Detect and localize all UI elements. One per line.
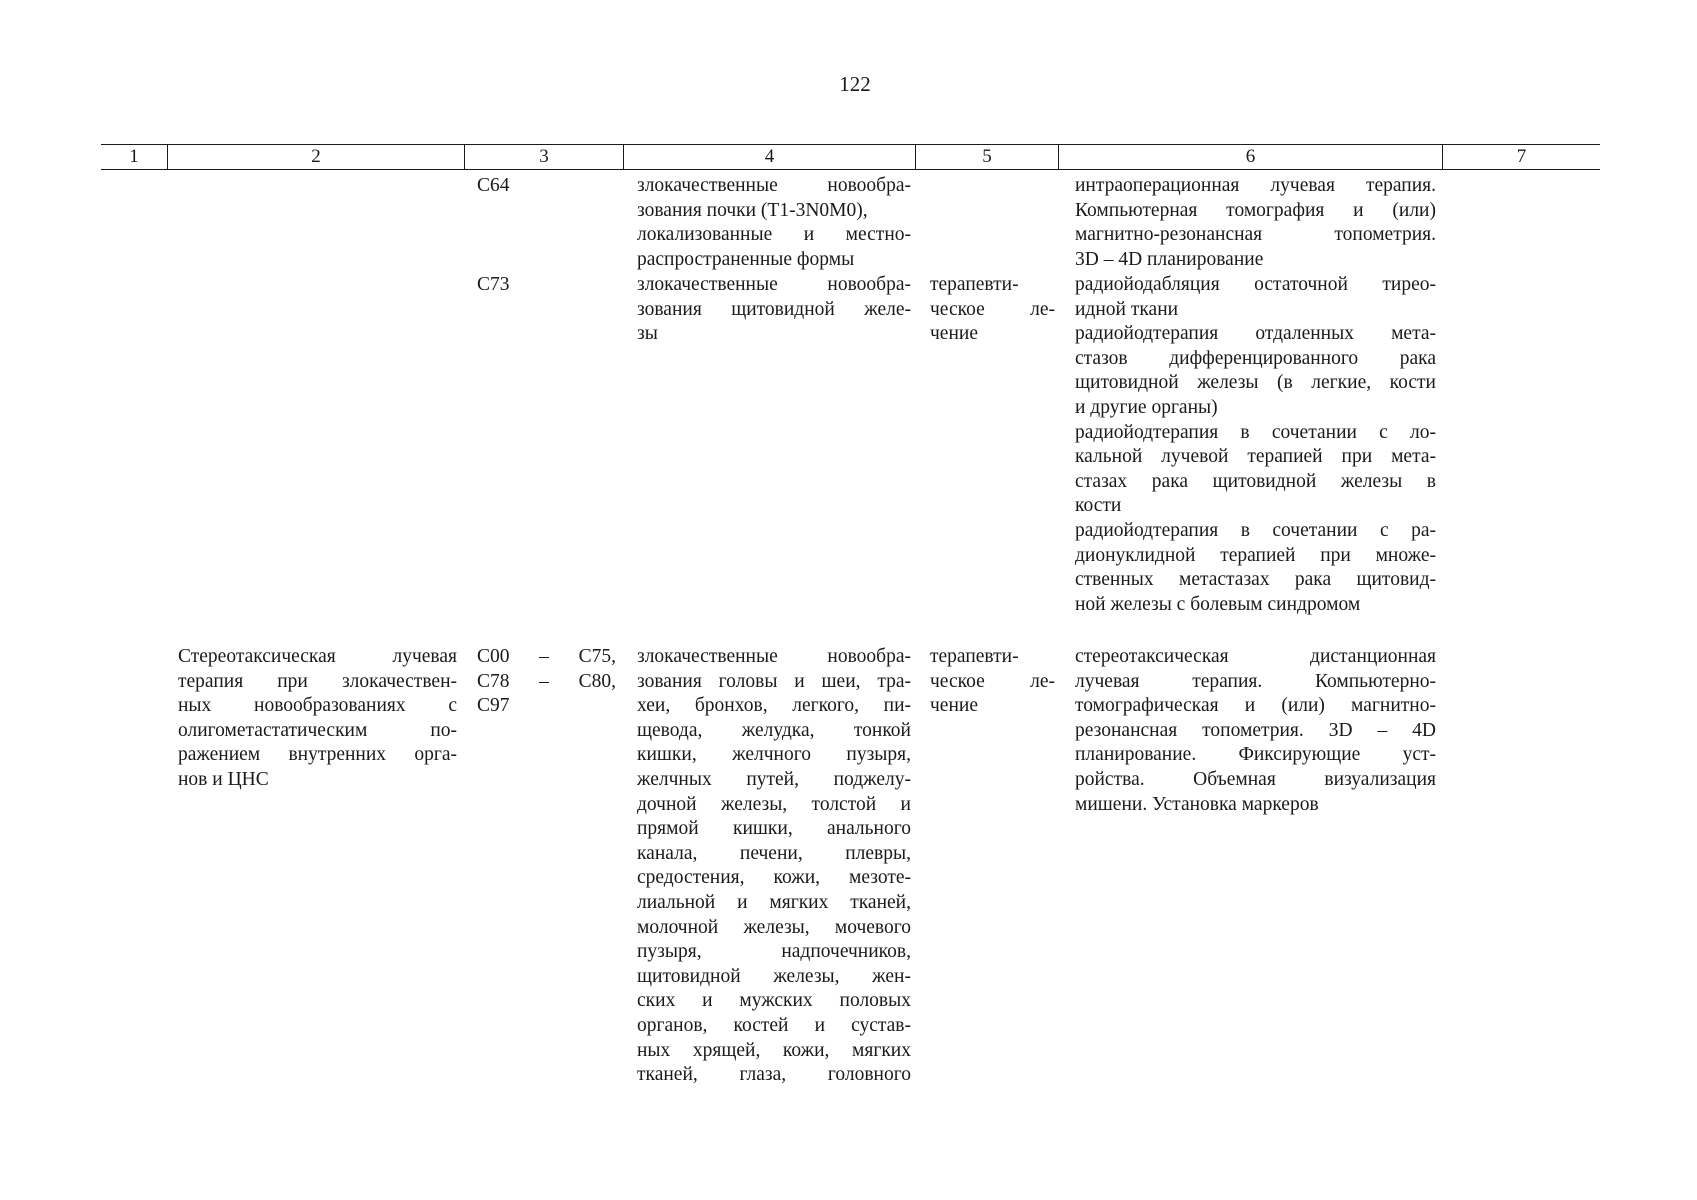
text-line: нов и ЦНС	[178, 768, 269, 790]
page-number: 122	[839, 72, 871, 96]
text-line: распространенные формы	[637, 248, 855, 270]
text-line: 3D – 4D планирование	[1075, 248, 1264, 270]
text-line: олигометастатическим по-	[178, 719, 457, 741]
text-line: ных новообразованиях с	[178, 695, 457, 717]
text-line: зования головы и шеи, тра-	[637, 670, 911, 692]
text-line: канала, печени, плевры,	[637, 842, 911, 864]
text-line: зы	[637, 323, 658, 345]
text-line: терапевти-	[930, 274, 1019, 295]
text-line: радиойодтерапия в сочетании с ло-	[1075, 421, 1436, 443]
text-line: дионуклидной терапией при множе-	[1075, 544, 1436, 566]
text-line: Стереотаксическая лучевая	[178, 646, 457, 667]
text-line: Компьютерная томография и (или)	[1075, 199, 1436, 221]
column-header-6: 6	[1058, 145, 1442, 169]
column-header-2: 2	[167, 145, 464, 169]
row3-diagnosis	[637, 645, 911, 1088]
text-line: локализованные и местно-	[637, 224, 911, 246]
text-line: кальной лучевой терапией при мета-	[1075, 446, 1436, 468]
column-header-1: 1	[129, 146, 139, 167]
text-line: желчных путей, поджелу-	[637, 768, 911, 790]
text-line: злокачественные новообра-	[637, 175, 911, 196]
text-line: щитовидной железы, жен-	[637, 965, 911, 987]
text-line: планирование. Фиксирующие уст-	[1075, 744, 1436, 766]
text-line: и другие органы)	[1075, 396, 1218, 418]
text-line: ственных метастазах рака щитовид-	[1075, 569, 1436, 591]
text-line: щевода, желудка, тонкой	[637, 719, 911, 741]
table-header-row	[101, 144, 1600, 170]
text-line: магнитно-резонансная топометрия.	[1075, 224, 1436, 246]
row3-codes	[477, 645, 616, 719]
text-line: стазов дифференцированного рака	[1075, 347, 1436, 369]
text-line: чение	[930, 695, 978, 717]
text-line: средостения, кожи, мезоте-	[637, 867, 911, 889]
text-line: радиойодтерапия отдаленных мета-	[1075, 323, 1436, 345]
column-header-7: 7	[1442, 145, 1600, 169]
text-line: ной железы с болевым синдромом	[1075, 593, 1361, 615]
text-line: ческое ле-	[930, 670, 1055, 692]
row3-treatment-type	[930, 645, 1055, 719]
text-line: резонансная топометрия. 3D – 4D	[1075, 719, 1436, 741]
text-line: терапевти-	[930, 646, 1019, 667]
text-line: C78 – C80,	[477, 670, 616, 692]
text-line: ражением внутренних орга-	[178, 744, 457, 766]
text-line: стереотаксическая дистанционная	[1075, 646, 1436, 667]
row3-procedure-name	[178, 645, 457, 793]
row2-treatment-type	[930, 273, 1055, 347]
text-line: зования щитовидной желе-	[637, 298, 911, 320]
row1-treatment	[1075, 174, 1436, 272]
text-line: интраоперационная лучевая терапия.	[1075, 175, 1436, 196]
text-line: кости	[1075, 495, 1122, 517]
column-header-5: 5	[915, 145, 1058, 169]
row2-code: C73	[477, 274, 510, 295]
text-line: лиальной и мягких тканей,	[637, 891, 911, 913]
text-line: прямой кишки, анального	[637, 818, 911, 840]
text-line: тканей, глаза, головного	[637, 1064, 911, 1086]
text-line: томографическая и (или) магнитно-	[1075, 695, 1436, 717]
text-line: идной ткани	[1075, 298, 1179, 320]
text-line: зования почки (T1-3N0M0),	[637, 199, 868, 221]
column-header-3: 3	[464, 145, 623, 169]
text-line: C00 – C75,	[477, 646, 616, 667]
text-line: терапия при злокачествен-	[178, 670, 457, 692]
text-line: ских и мужских половых	[637, 990, 911, 1012]
text-line: ческое ле-	[930, 298, 1055, 320]
text-line: кишки, желчного пузыря,	[637, 744, 911, 766]
text-line: стазах рака щитовидной железы в	[1075, 470, 1436, 492]
text-line: C97	[477, 695, 510, 717]
text-line: хеи, бронхов, легкого, пи-	[637, 695, 911, 717]
text-line: пузыря, надпочечников,	[637, 941, 911, 963]
text-line: чение	[930, 323, 978, 345]
text-line: ройства. Объемная визуализация	[1075, 768, 1436, 790]
text-line: молочной железы, мочевого	[637, 916, 911, 938]
text-line: органов, костей и сустав-	[637, 1014, 911, 1036]
row2-treatment	[1075, 273, 1436, 617]
row1-code: C64	[477, 175, 510, 196]
text-line: дочной железы, толстой и	[637, 793, 911, 815]
text-line: радиойодтерапия в сочетании с ра-	[1075, 519, 1436, 541]
text-line: мишени. Установка маркеров	[1075, 793, 1319, 815]
row3-treatment	[1075, 645, 1436, 817]
text-line: злокачественные новообра-	[637, 646, 911, 667]
text-line: злокачественные новообра-	[637, 274, 911, 295]
column-header-4: 4	[623, 145, 915, 169]
text-line: щитовидной железы (в легкие, кости	[1075, 372, 1436, 394]
row1-diagnosis	[637, 174, 911, 272]
text-line: ных хрящей, кожи, мягких	[637, 1039, 911, 1061]
text-line: радиойодабляция остаточной тирео-	[1075, 274, 1436, 295]
text-line: лучевая терапия. Компьютерно-	[1075, 670, 1436, 692]
row2-diagnosis	[637, 273, 911, 347]
